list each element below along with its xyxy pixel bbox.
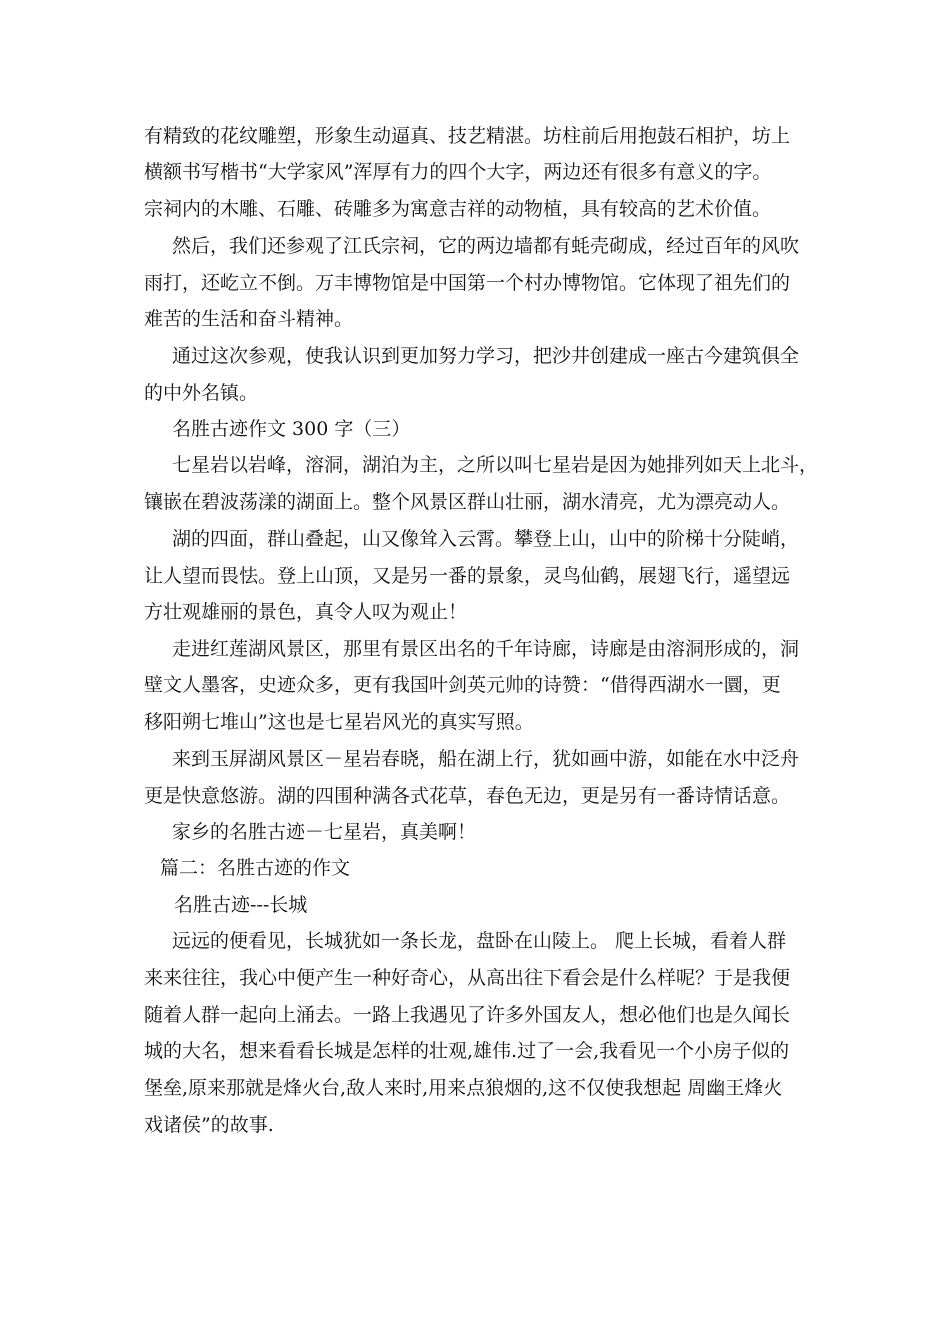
text-line: 宗祠内的木雕、石雕、砖雕多为寓意吉祥的动物植，具有较高的艺术价值。 bbox=[144, 198, 772, 220]
section-heading: 篇二：名胜古迹的作文 bbox=[160, 857, 351, 879]
text-line: 湖的四面，群山叠起，山又像耸入云霄。攀登上山，山中的阶梯十分陡峭， bbox=[172, 528, 800, 550]
text-line: 雨打，还屹立不倒。万丰博物馆是中国第一个村办博物馆。它体现了祖先们的 bbox=[144, 272, 791, 294]
text-line: 的中外名镇。 bbox=[144, 382, 259, 404]
text-line: 城的大名，想来看看长城是怎样的壮观,雄伟.过了一会,我看见一个小房子似的 bbox=[144, 1040, 790, 1062]
text-line: 移阳朔七堆山”这也是七星岩风光的真实写照。 bbox=[144, 711, 534, 733]
text-line: 让人望而畏怯。登上山顶，又是另一番的景象，灵鸟仙鹤，展翅飞行，遥望远 bbox=[144, 565, 791, 587]
text-line: 来到玉屏湖风景区－星岩春晓，船在湖上行，犹如画中游，如能在水中泛舟 bbox=[172, 748, 800, 770]
text-line: 然后，我们还参观了江氏宗祠，它的两边墙都有蚝壳砌成，经过百年的风吹 bbox=[172, 235, 800, 257]
text-line: 横额书写楷书“大学家风”浑厚有力的四个大字，两边还有很多有意义的字。 bbox=[144, 161, 772, 183]
text-line: 来来往往，我心中便产生一种好奇心，从高出往下看会是什么样呢？于是我便 bbox=[144, 967, 791, 989]
text-line: 有精致的花纹雕塑，形象生动逼真、技艺精湛。坊柱前后用抱鼓石相护，坊上 bbox=[144, 125, 791, 147]
text-line: 远远的便看见，长城犹如一条长龙，盘卧在山陵上。 爬上长城，看着人群 bbox=[172, 930, 787, 952]
text-line: 壁文人墨客，史迹众多，更有我国叶剑英元帅的诗赞：“借得西湖水一圜，更 bbox=[144, 674, 781, 696]
text-line: 更是快意悠游。湖的四围种满各式花草，春色无边，更是另有一番诗情话意。 bbox=[144, 785, 791, 807]
text-line: 随着人群一起向上涌去。一路上我遇见了许多外国友人，想必他们也是久闻长 bbox=[144, 1004, 791, 1026]
section-heading: 名胜古迹作文 300 字（三） bbox=[172, 418, 411, 440]
text-line: 堡垒,原来那就是烽火台,敌人来时,用来点狼烟的,这不仅使我想起 周幽王烽火 bbox=[144, 1077, 783, 1099]
section-heading: 名胜古迹---长城 bbox=[174, 894, 308, 916]
text-line: 家乡的名胜古迹－七星岩，真美啊！ bbox=[172, 821, 477, 843]
text-line: 难苦的生活和奋斗精神。 bbox=[144, 308, 354, 330]
text-line: 镶嵌在碧波荡漾的湖面上。整个风景区群山壮丽，湖水清亮，尤为漂亮动人。 bbox=[144, 491, 791, 513]
text-line: 方壮观雄丽的景色，真令人叹为观止！ bbox=[144, 601, 468, 623]
text-line: 戏诸侯”的故事. bbox=[144, 1114, 274, 1136]
text-line: 走进红莲湖风景区，那里有景区出名的千年诗廊，诗廊是由溶洞形成的，洞 bbox=[172, 638, 800, 660]
text-line: 通过这次参观，使我认识到更加努力学习，把沙井创建成一座古今建筑俱全 bbox=[172, 345, 800, 367]
text-line: 七星岩以岩峰，溶洞，湖泊为主，之所以叫七星岩是因为她排列如天上北斗， bbox=[172, 454, 819, 476]
